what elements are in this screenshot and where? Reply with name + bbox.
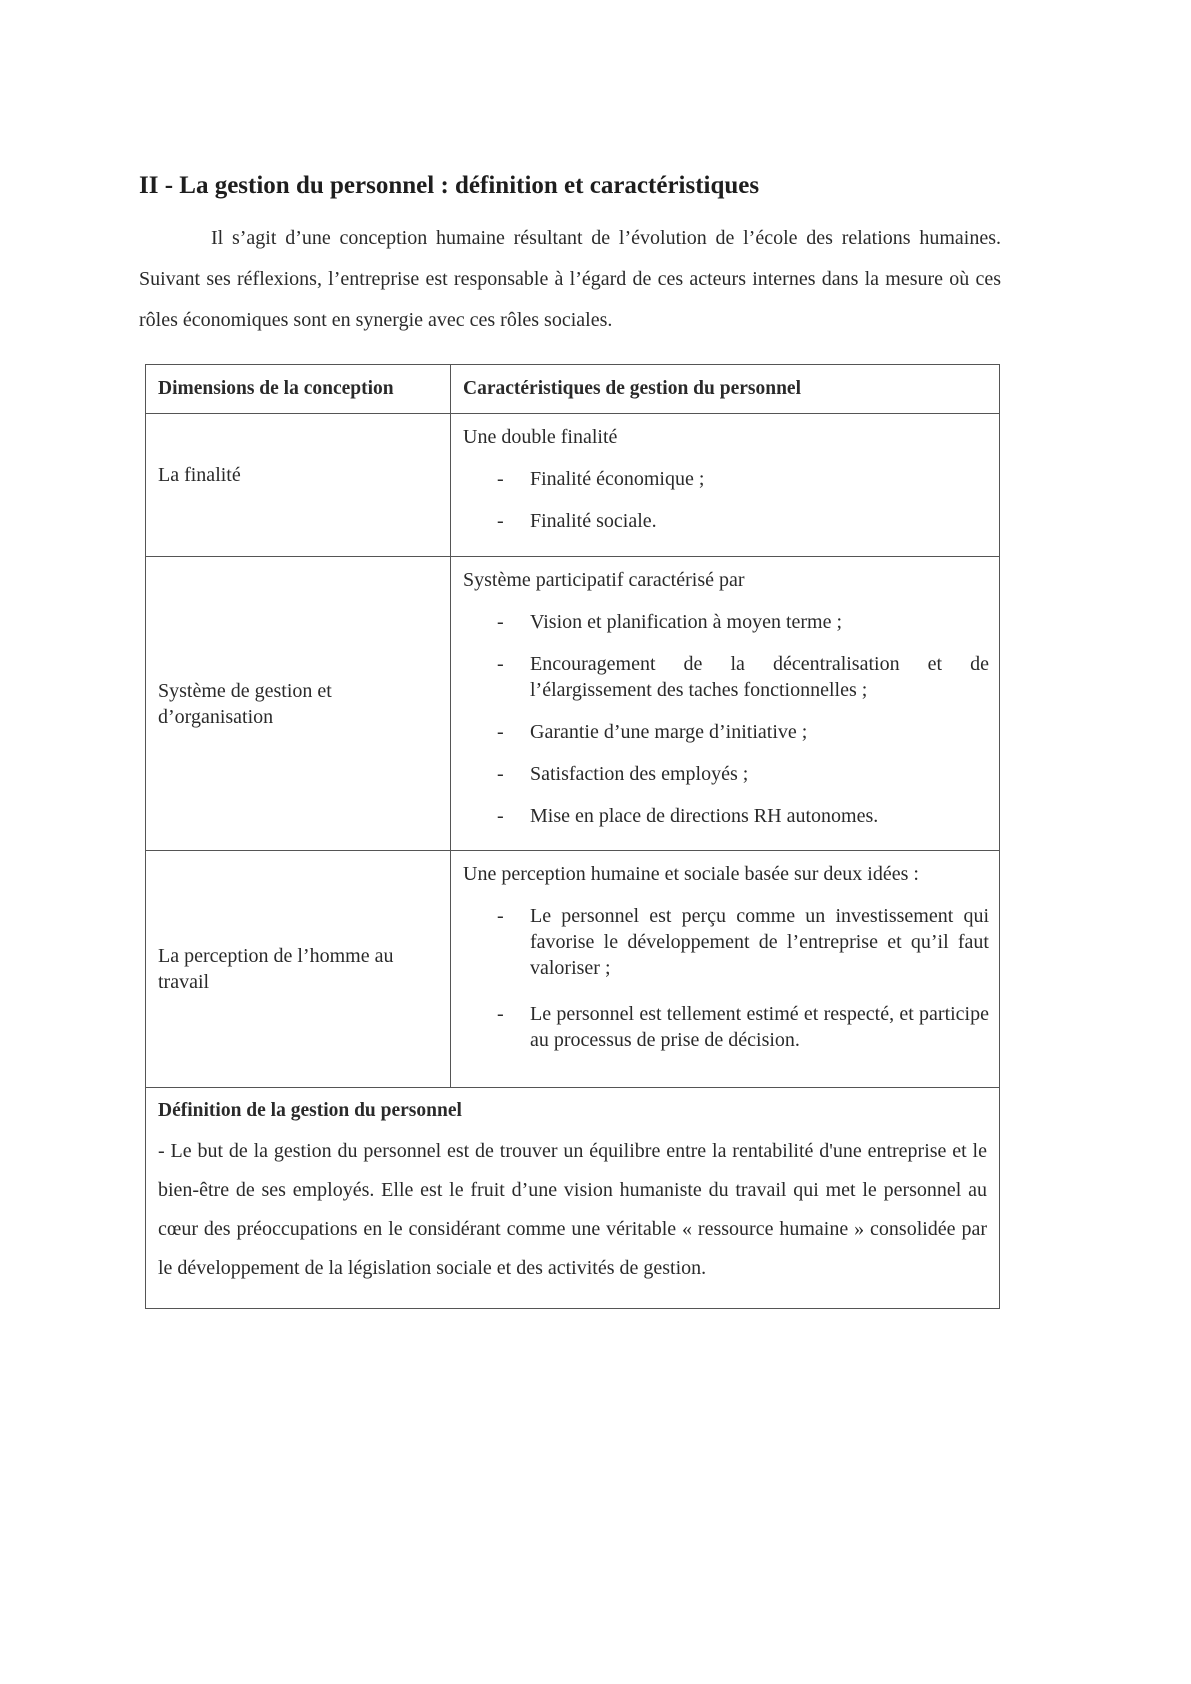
list-item: - Encouragement de la décentralisation et de l’élargissement des taches fonctionnelles ; — [463, 651, 989, 703]
cell-lead: Système participatif caractérisé par — [463, 569, 745, 591]
characteristics-table — [145, 364, 1000, 1309]
table-row — [146, 557, 999, 851]
cell-lead: Une double finalité — [463, 426, 618, 448]
list-item: - Finalité économique ; — [463, 466, 989, 492]
list-item: - Le personnel est tellement estimé et respecté, et participe au processus de prise de décision. — [463, 1001, 989, 1053]
list-item: - Vision et planification à moyen terme ; — [463, 609, 989, 635]
cell-lead: Une perception humaine et sociale basée sur deux idées : — [463, 863, 919, 885]
table-header — [146, 365, 999, 414]
definition-title: Définition de la gestion du personnel — [158, 1100, 462, 1121]
definition-text: - Le but de la gestion du personnel est de trouver un équilibre entre la rentabilité d'une entreprise et le bien-être de ses employés. Elle est le fruit d’une vision humaniste du travail qui met le personnel au cœur des préoccupations en le considérant comme une véritable « ressource humaine » consolidée par le développement de la législation sociale et des activités de gestion. — [158, 1140, 987, 1279]
list-item: - Mise en place de directions RH autonomes. — [463, 803, 989, 829]
characteristics-cell — [451, 414, 999, 556]
list-item: - Finalité sociale. — [463, 508, 989, 534]
list-item: - Satisfaction des employés ; — [463, 761, 989, 787]
dimension-cell: La finalité — [146, 414, 451, 556]
table-row — [146, 414, 999, 557]
list-item: - Garantie d’une marge d’initiative ; — [463, 719, 989, 745]
table-row — [146, 851, 999, 1088]
list-item: - Le personnel est perçu comme un investissement qui favorise le développement de l’entreprise et qu’il faut valoriser ; — [463, 903, 989, 981]
intro-paragraph: Il s’agit d’une conception humaine résultant de l’évolution de l’école des relations humaines. Suivant ses réflexions, l’entreprise est responsable à l’égard de ces acteurs internes dans la mesure où ces rôles économiques sont en synergie avec ces rôles sociales. — [139, 227, 1001, 331]
characteristics-cell — [451, 851, 999, 1087]
header-characteristics: Caractéristiques de gestion du personnel — [463, 378, 801, 399]
dimension-cell: La perception de l’homme au travail — [146, 851, 451, 1087]
header-dimensions: Dimensions de la conception — [146, 365, 451, 413]
characteristics-cell — [451, 557, 999, 850]
definition-box — [146, 1088, 999, 1308]
dimension-cell: Système de gestion et d’organisation — [146, 557, 451, 850]
section-title: II - La gestion du personnel : définition et caractéristiques — [139, 172, 760, 199]
